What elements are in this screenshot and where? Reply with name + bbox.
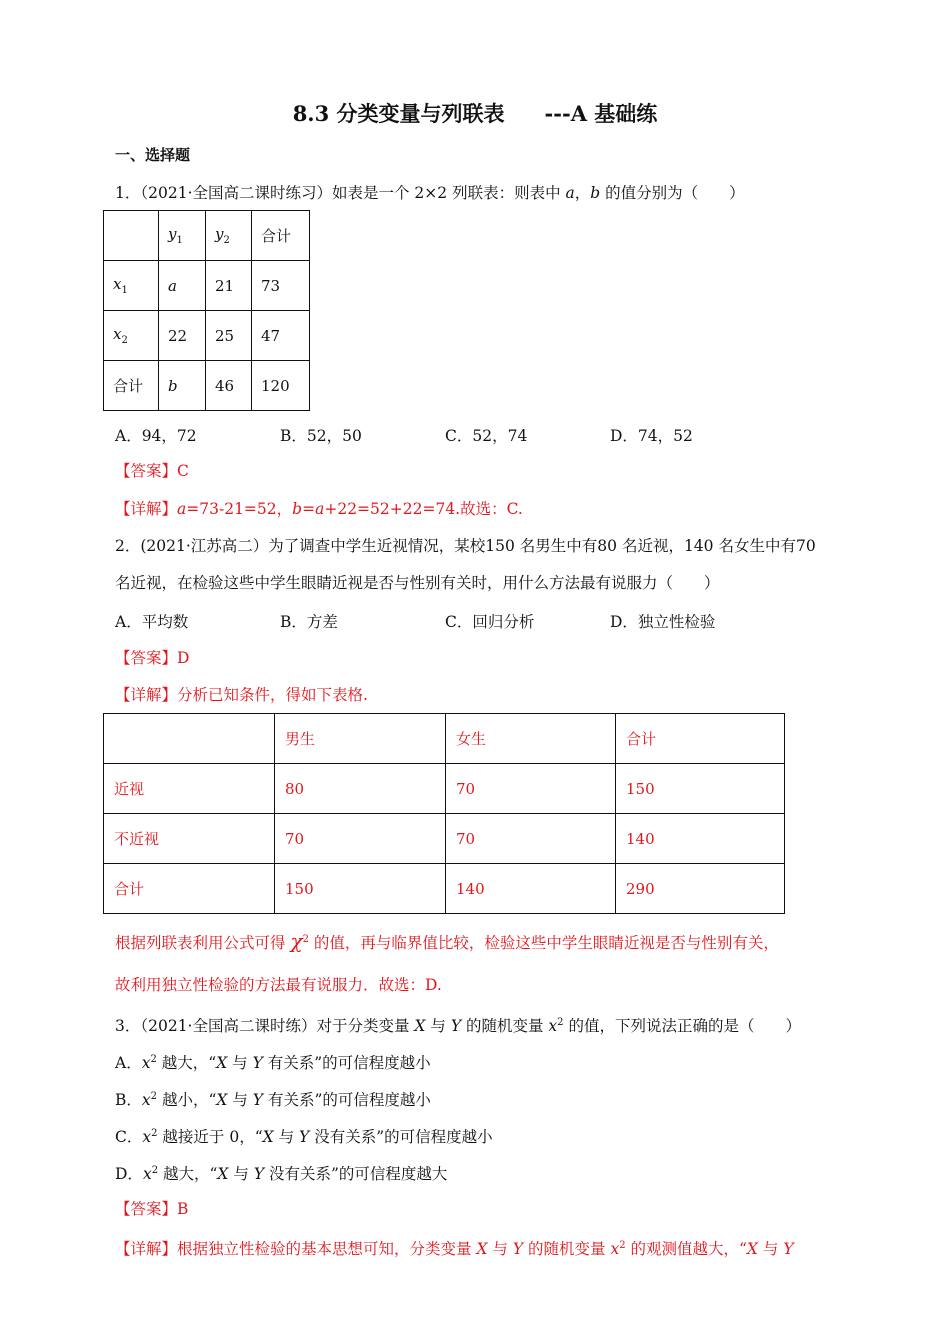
table-row	[104, 864, 785, 914]
table-cell: 不近视	[104, 814, 275, 864]
table-cell: $y_2$	[206, 211, 252, 261]
conclusion-line-1: 根据列联表利用公式可得 $\chi^2$ 的值，再与临界值比较，检验这些中学生眼睛近视是否与性别有关，	[115, 929, 779, 954]
section-heading: 一、选择题	[115, 146, 191, 164]
table-cell: 21	[206, 261, 252, 311]
table-cell: $x_1$	[104, 261, 159, 311]
option-d: D．独立性检验	[610, 613, 716, 631]
table-cell: 46	[206, 361, 252, 411]
table-row	[104, 764, 785, 814]
answer-2: 【答案】D	[115, 649, 190, 667]
question-1-stem: 1．（2021·全国高二课时练习）如表是一个 2×2 列联表：则表中 a，b 的值分别为（ ）	[115, 184, 745, 202]
option-a: A．平均数	[115, 613, 189, 631]
detail-3: 【详解】根据独立性检验的基本思想可知，分类变量 X 与 Y 的随机变量 $x^2$ 的观测值越大，“X 与 Y	[115, 1240, 794, 1259]
table-cell: 25	[206, 311, 252, 361]
option-d: D．$x^2$ 越大，“X 与 Y 没有关系”的可信程度越大	[115, 1165, 448, 1184]
table-cell: 120	[252, 361, 310, 411]
table-cell: a	[159, 261, 206, 311]
table-cell: 70	[446, 764, 616, 814]
option-b: B．方差	[280, 613, 338, 631]
table-cell: 150	[275, 864, 446, 914]
table-cell: b	[159, 361, 206, 411]
table-cell: 150	[616, 764, 785, 814]
question-3-stem: 3．（2021·全国高二课时练）对于分类变量 X 与 Y 的随机变量 $x^2$ 的值，下列说法正确的是（ ）	[115, 1017, 801, 1036]
table-cell: 73	[252, 261, 310, 311]
option-d: D．74，52	[610, 427, 693, 445]
answer-3: 【答案】B	[115, 1200, 189, 1218]
option-a: A．$x^2$ 越大，“X 与 Y 有关系”的可信程度越小	[115, 1054, 431, 1073]
page-title: 8.3 分类变量与列联表 ---A 基础练	[292, 101, 658, 126]
contingency-table-1	[103, 210, 310, 411]
table-cell: 女生	[446, 714, 616, 764]
option-c: C．$x^2$ 越接近于 0，“X 与 Y 没有关系”的可信程度越小	[115, 1128, 493, 1147]
detail-1: 【详解】a=73-21=52，b=a+22=52+22=74.故选：C.	[115, 500, 523, 518]
answer-1: 【答案】C	[115, 462, 189, 480]
detail-2: 【详解】分析已知条件，得如下表格.	[115, 686, 368, 704]
table-cell: 140	[446, 864, 616, 914]
question-2-line-2: 名近视，在检验这些中学生眼睛近视是否与性别有关时，用什么方法最有说服力（ ）	[115, 574, 720, 592]
option-c: C．回归分析	[445, 613, 535, 631]
table-cell: 合计	[616, 714, 785, 764]
table-row	[104, 814, 785, 864]
conclusion-line-2: 故利用独立性检验的方法最有说服力．故选：D.	[115, 976, 442, 994]
question-2-line-1: 2．(2021·江苏高二）为了调查中学生近视情况，某校150 名男生中有80 名近视，140 名女生中有70	[115, 537, 816, 555]
table-cell: 140	[616, 814, 785, 864]
table-cell: 合计	[252, 211, 310, 261]
option-b: B．52，50	[280, 427, 362, 445]
table-cell: 合计	[104, 864, 275, 914]
table-cell: 男生	[275, 714, 446, 764]
table-cell: 近视	[104, 764, 275, 814]
table-cell: 80	[275, 764, 446, 814]
contingency-table-2	[103, 713, 785, 914]
option-b: B．$x^2$ 越小，“X 与 Y 有关系”的可信程度越小	[115, 1091, 431, 1110]
table-cell: 290	[616, 864, 785, 914]
table-cell: 合计	[104, 361, 159, 411]
table-cell: 70	[275, 814, 446, 864]
table-cell: 22	[159, 311, 206, 361]
table-cell: 70	[446, 814, 616, 864]
table-cell: $y_1$	[159, 211, 206, 261]
table-cell: 47	[252, 311, 310, 361]
option-c: C．52，74	[445, 427, 528, 445]
option-a: A．94，72	[115, 427, 197, 445]
table-cell: $x_2$	[104, 311, 159, 361]
